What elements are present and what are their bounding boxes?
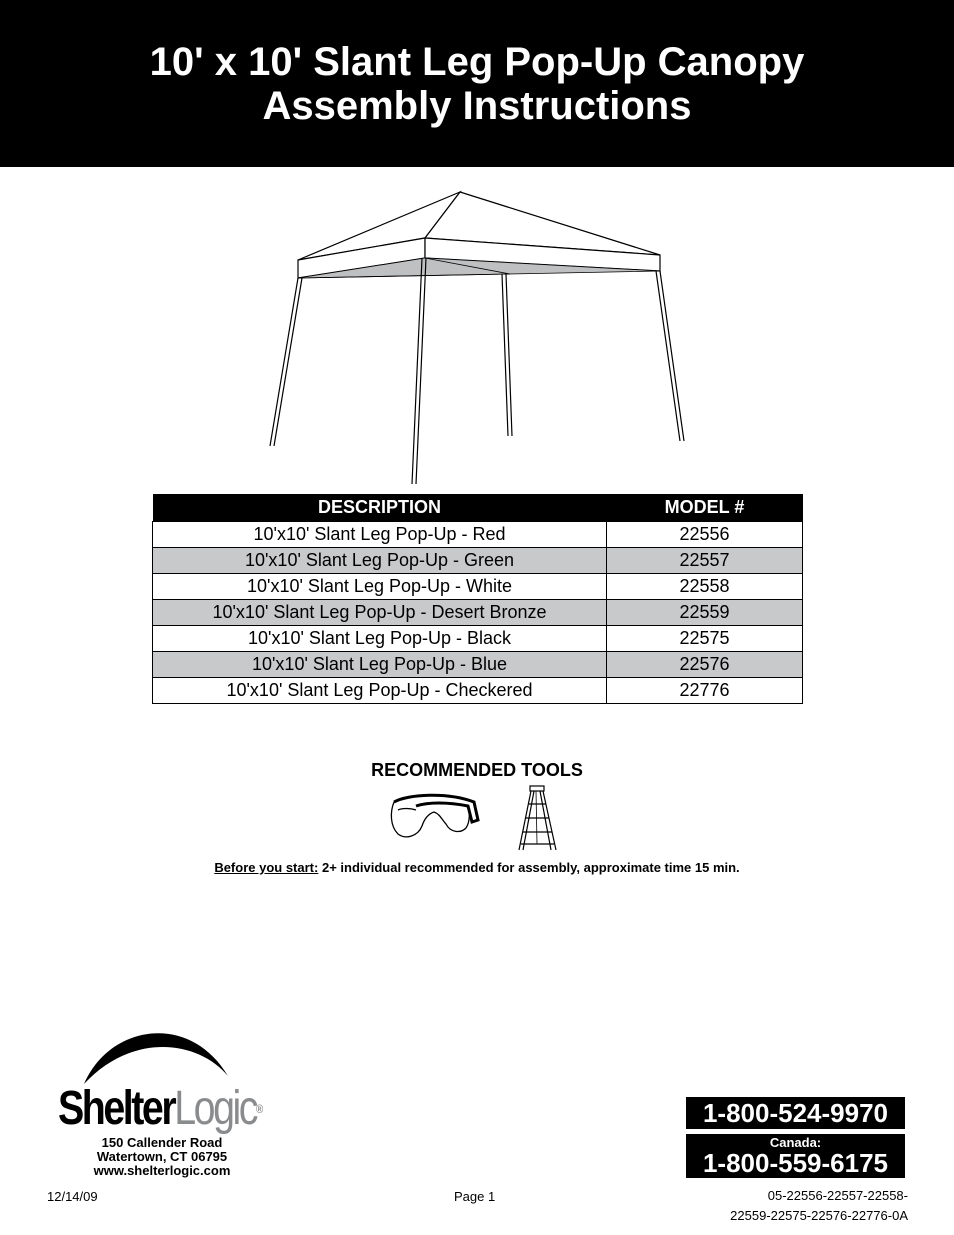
company-website: www.shelterlogic.com (93, 1163, 231, 1178)
table-row (153, 678, 803, 704)
cell-model: 22559 (607, 600, 803, 626)
step-ladder-icon (516, 784, 560, 854)
cell-description: 10'x10' Slant Leg Pop-Up - Red (153, 522, 607, 548)
cell-model: 22575 (607, 626, 803, 652)
cell-model: 22776 (607, 678, 803, 704)
before-you-start-note (0, 860, 954, 875)
part-number-line-2: 22559-22575-22576-22776-0A (730, 1208, 908, 1223)
address-line-1: 150 Callender Road (101, 1135, 223, 1150)
cell-description: 10'x10' Slant Leg Pop-Up - Green (153, 548, 607, 574)
part-number (648, 1186, 908, 1226)
cell-description: 10'x10' Slant Leg Pop-Up - Blue (153, 652, 607, 678)
canada-label: Canada: (769, 1135, 822, 1150)
page-header (0, 0, 954, 167)
safety-glasses-icon (388, 792, 482, 844)
company-address (62, 1136, 262, 1178)
shelterlogic-arc-logo-icon (80, 1018, 230, 1090)
recommended-tools-title: RECOMMENDED TOOLS (371, 760, 583, 780)
table-row (153, 522, 803, 548)
document-date: 12/14/09 (47, 1189, 98, 1204)
before-you-start-text: 2+ individual recommended for assembly, approximate time 15 min. (321, 860, 740, 875)
shelterlogic-logo (58, 1083, 263, 1135)
address-line-2: Watertown, CT 06795 (96, 1149, 228, 1164)
models-table (152, 494, 803, 704)
cell-model: 22556 (607, 522, 803, 548)
title-line-2: Assembly Instructions (262, 84, 692, 128)
column-header-description: DESCRIPTION (153, 494, 607, 522)
table-row (153, 652, 803, 678)
table-row (153, 626, 803, 652)
canopy-illustration (260, 186, 700, 486)
table-row (153, 574, 803, 600)
cell-model: 22557 (607, 548, 803, 574)
cell-description: 10'x10' Slant Leg Pop-Up - Black (153, 626, 607, 652)
cell-model: 22558 (607, 574, 803, 600)
table-header-row (153, 494, 803, 522)
part-number-line-1: 05-22556-22557-22558- (767, 1188, 908, 1203)
before-you-start-label: Before you start: (214, 860, 319, 875)
column-header-model: MODEL # (607, 494, 803, 522)
registered-mark: ® (256, 1102, 264, 1116)
cell-description: 10'x10' Slant Leg Pop-Up - Desert Bronze (153, 600, 607, 626)
canada-phone-number: 1-800-559-6175 (702, 1148, 889, 1178)
logo-word-shelter: Shelter (58, 1082, 175, 1135)
logo-word-logic: Logic (174, 1082, 257, 1135)
canada-phone-box (686, 1134, 905, 1178)
table-row (153, 548, 803, 574)
cell-description: 10'x10' Slant Leg Pop-Up - Checkered (153, 678, 607, 704)
main-phone-number: 1-800-524-9970 (686, 1097, 905, 1129)
title-line-1: 10' x 10' Slant Leg Pop-Up Canopy (149, 40, 805, 84)
table-row (153, 600, 803, 626)
cell-model: 22576 (607, 652, 803, 678)
cell-description: 10'x10' Slant Leg Pop-Up - White (153, 574, 607, 600)
page-number: Page 1 (454, 1189, 496, 1204)
